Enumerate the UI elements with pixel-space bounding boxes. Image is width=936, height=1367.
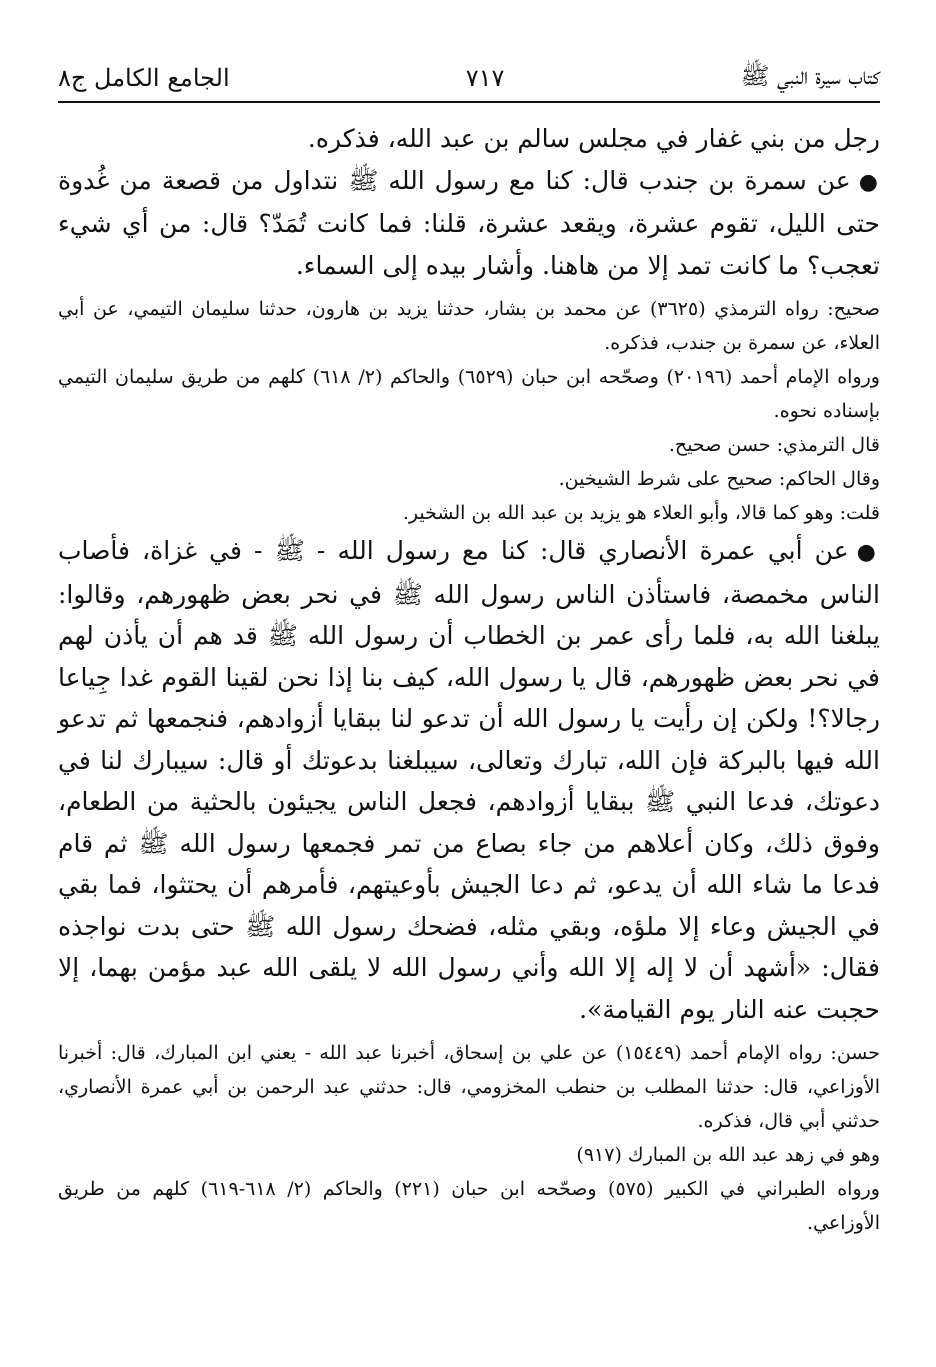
takhrij-paragraph: صحيح: رواه الترمذي (٣٦٢٥) عن محمد بن بشار، حدثنا يزيد بن هارون، حدثنا سليمان التيمي، عن أبي العلاء، عن سمرة بن جندب، فذكره. [58,298,880,354]
grading-paragraph: قال الترمذي: حسن صحيح. [668,434,880,456]
takhrij-paragraph: وهو في زهد عبد الله بن المبارك (٩١٧) [576,1144,880,1166]
hadith-paragraph: ●عن سمرة بن جندب قال: كنا مع رسول الله ﷺ نتداول من قصعة من غُدوة حتى الليل، تقوم عشرة، ويقعد عشرة، قلنا: فما كانت تُمَدّ؟ قال: من أي شيء تعجب؟ ما كانت تمد إلا من هاهنا. وأشار بيده إلى السماء. [58,165,880,280]
bullet-icon: ● [858,169,880,195]
takhrij-paragraph: حسن: رواه الإمام أحمد (١٥٤٤٩) عن علي بن إسحاق، أخبرنا عبد الله - يعني ابن المبارك، قال: أخبرنا الأوزاعي، قال: حدثنا المطلب بن حنطب المخزومي، قال: حدثني عبد الرحمن بن أبي عمرة الأنصاري، حدثني أبي قال، فذكره. [58,1042,880,1132]
bullet-icon: ● [856,540,880,565]
page-content [58,118,880,1348]
page-number: ٧١٧ [465,64,505,92]
grading-paragraph: وقال الحاكم: صحيح على شرط الشيخين. [558,468,880,490]
note-paragraph: قلت: وهو كما قالا، وأبو العلاء هو يزيد بن عبد الله بن الشخير. [402,502,880,524]
takhrij-paragraph: ورواه الإمام أحمد (٢٠١٩٦) وصحّحه ابن حبان (٦٥٢٩) والحاكم (٢/ ٦١٨) كلهم من طريق سليمان التيمي بإسناده نحوه. [58,366,880,422]
volume-title: الجامع الكامل ج٨ [58,64,230,92]
header-rule [58,101,880,103]
page-header [58,56,880,100]
book-title: كتاب سيرة النبي ﷺ [740,61,880,90]
takhrij-paragraph: ورواه الطبراني في الكبير (٥٧٥) وصحّحه ابن حبان (٢٢١) والحاكم (٢/ ٦١٨-٦١٩) كلهم من طريق الأوزاعي. [58,1178,880,1234]
hadith-paragraph: ●عن أبي عمرة الأنصاري قال: كنا مع رسول الله - ﷺ - في غزاة، فأصاب الناس مخمصة، فاستأذن الناس رسول الله ﷺ في نحر بعض ظهورهم، وقالوا: يبلغنا الله به، فلما رأى عمر بن الخطاب أن رسول الله ﷺ قد هم أن يأذن لهم في نحر بعض ظهورهم، قال يا رسول الله، كيف بنا إذا نحن لقينا القوم غدا جِياعا رجالا؟! ولكن إن رأيت يا رسول الله أن تدعو لنا ببقايا أزوادهم، فنجمعها ثم تدعو الله فيها بالبركة فإن الله، تبارك وتعالى، سيبلغنا بدعوتك أو قال: سيبارك لنا في دعوتك، فدعا النبي ﷺ ببقايا أزوادهم، فجعل الناس يجيئون بالحثية من الطعام، وفوق ذلك، وكان أعلاهم من جاء بصاع من تمر فجمعها رسول الله ﷺ ثم قام فدعا ما شاء الله أن يدعو، ثم دعا الجيش بأوعيتهم، فأمرهم أن يحتثوا، فما بقي في الجيش وعاء إلا ملؤه، وبقي مثله، فضحك رسول الله ﷺ حتى بدت نواجذه فقال: «أشهد أن لا إله إلا الله وأني رسول الله لا يلقى الله عبد مؤمن بهما، إلا حجبت عنه النار يوم القيامة». [58,536,880,1024]
paragraph: رجل من بني غفار في مجلس سالم بن عبد الله، فذكره. [307,124,880,153]
